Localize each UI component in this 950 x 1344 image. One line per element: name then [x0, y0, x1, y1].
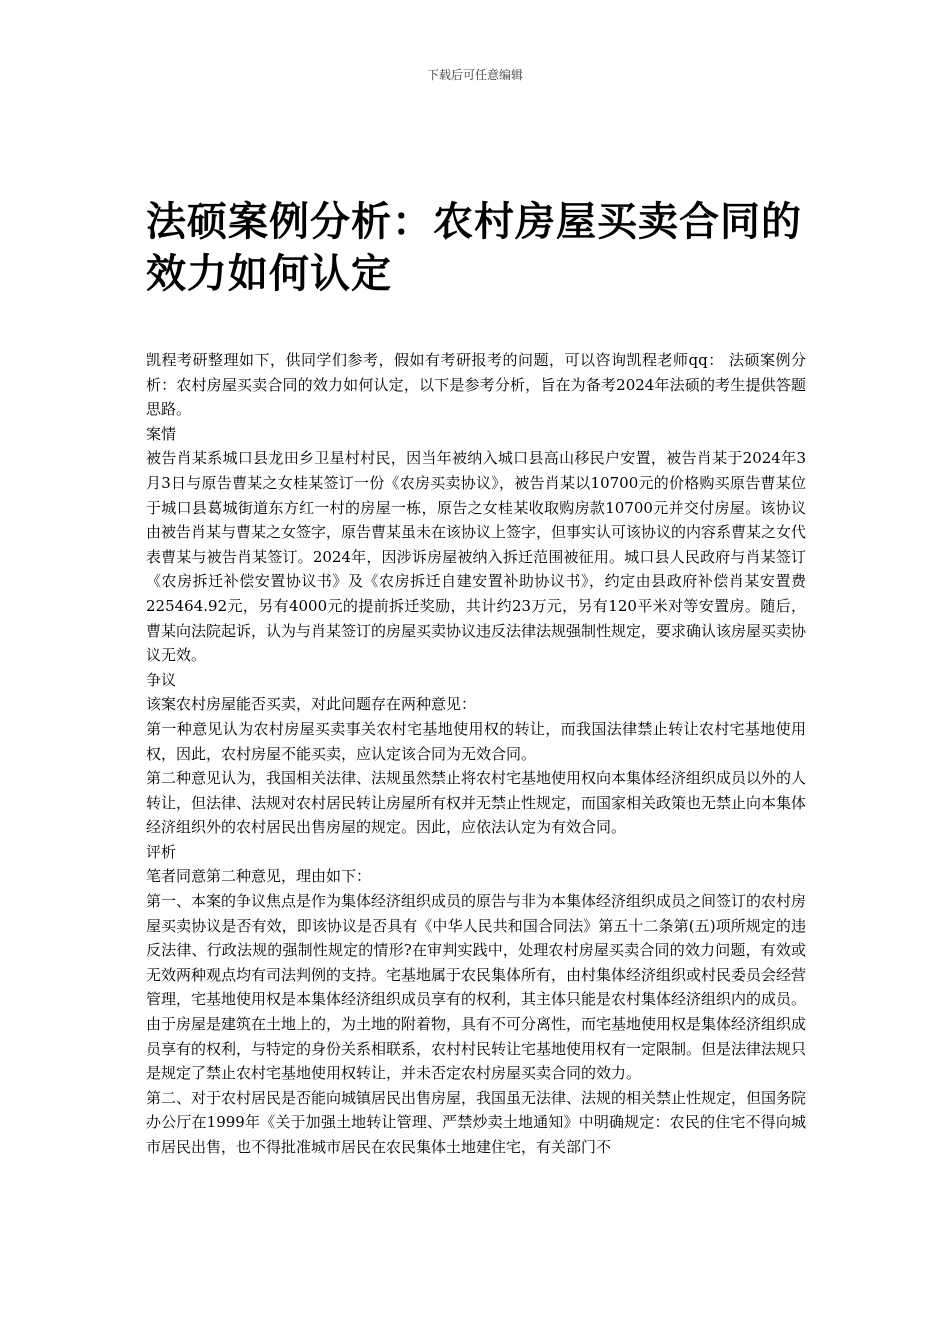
second-opinion-paragraph: 第二种意见认为，我国相关法律、法规虽然禁止将农村宅基地使用权向本集体经济组织成员以外的人转让，但法律、法规对农村居民转让房屋所有权并无禁止性规定，而国家相关政策也无禁止向本集体经济组织外的农村居民出售房屋的规定。因此，应依法认定为有效合同。: [146, 769, 807, 837]
dispute-intro-paragraph: 该案农村房屋能否买卖，对此问题存在两种意见：: [146, 695, 477, 714]
analysis-point-one-paragraph: 第一、本案的争议焦点是作为集体经济组织成员的原告与非为本集体经济组织成员之间签订的农村房屋买卖协议是否有效，即该协议是否具有《中华人民共和国合同法》第五十二条第(五)项所规定的违反法律、行政法规的强制性规定的情形?在审判实践中，处理农村房屋买卖合同的效力问题，有效或无效两种观点均有司法判例的支持。宅基地属于农民集体所有，由村集体经济组织或村民委员会经营管理，宅基地使用权是本集体经济组织成员享有的权利，其主体只能是农村集体经济组织内的成员。由于房屋是建筑在土地上的，为土地的附着物，具有不可分离性，而宅基地使用权是集体经济组织成员享有的权利，与特定的身份关系相联系，农村村民转让宅基地使用权有一定限制。但是法律法规只是规定了禁止农村宅基地使用权转让，并未否定农村房屋买卖合同的效力。: [146, 892, 807, 1083]
section-heading-case: 案情: [146, 424, 177, 443]
section-heading-analysis: 评析: [146, 842, 177, 861]
analysis-intro-paragraph: 笔者同意第二种意见，理由如下：: [146, 867, 372, 886]
document-body: [146, 348, 806, 1160]
case-paragraph: 被告肖某系城口县龙田乡卫星村村民，因当年被纳入城口县高山移民户安置，被告肖某于2024年3月3日与原告曹某之女桂某签订一份《农房买卖协议》，被告肖某以10700元的价格购买原告曹某位于城口县葛城街道东方红一村的房屋一栋，原告之女桂某收取购房款10700元并交付房屋。该协议由被告肖某与曹某之女签字，原告曹某虽未在该协议上签字，但事实认可该协议的内容系曹某之女代表曹某与被告肖某签订。2024年，因涉诉房屋被纳入拆迁范围被征用。城口县人民政府与肖某签订《农房拆迁补偿安置协议书》及《农房拆迁自建安置补助协议书》，约定由县政府补偿肖某安置费225464.92元，另有4000元的提前拆迁奖励，共计约23万元，另有120平米对等安置房。随后，曹某向法院起诉，认为与肖某签订的房屋买卖协议违反法律法规强制性规定，要求确认该房屋买卖协议无效。: [146, 449, 807, 665]
first-opinion-paragraph: 第一种意见认为农村房屋买卖事关农村宅基地使用权的转让，而我国法律禁止转让农村宅基地使用权，因此，农村房屋不能买卖，应认定该合同为无效合同。: [146, 719, 806, 763]
analysis-point-two-paragraph: 第二、对于农村居民是否能向城镇居民出售房屋，我国虽无法律、法规的相关禁止性规定，但国务院办公厅在1999年《关于加强土地转让管理、严禁炒卖土地通知》中明确规定：农民的住宅不得向城市居民出售，也不得批准城市居民在农民集体土地建住宅，有关部门不: [146, 1088, 807, 1156]
header-note: 下载后可任意编辑: [426, 68, 523, 82]
section-heading-dispute: 争议: [146, 670, 177, 689]
intro-paragraph: 凯程考研整理如下，供同学们参考，假如有考研报考的问题，可以咨询凯程老师qq： 法硕案例分析：农村房屋买卖合同的效力如何认定，以下是参考分析，旨在为备考2024年法硕的考生提供答题思路。: [146, 351, 806, 419]
document-title: 法硕案例分析：农村房屋买卖合同的效力如何认定: [146, 199, 802, 297]
